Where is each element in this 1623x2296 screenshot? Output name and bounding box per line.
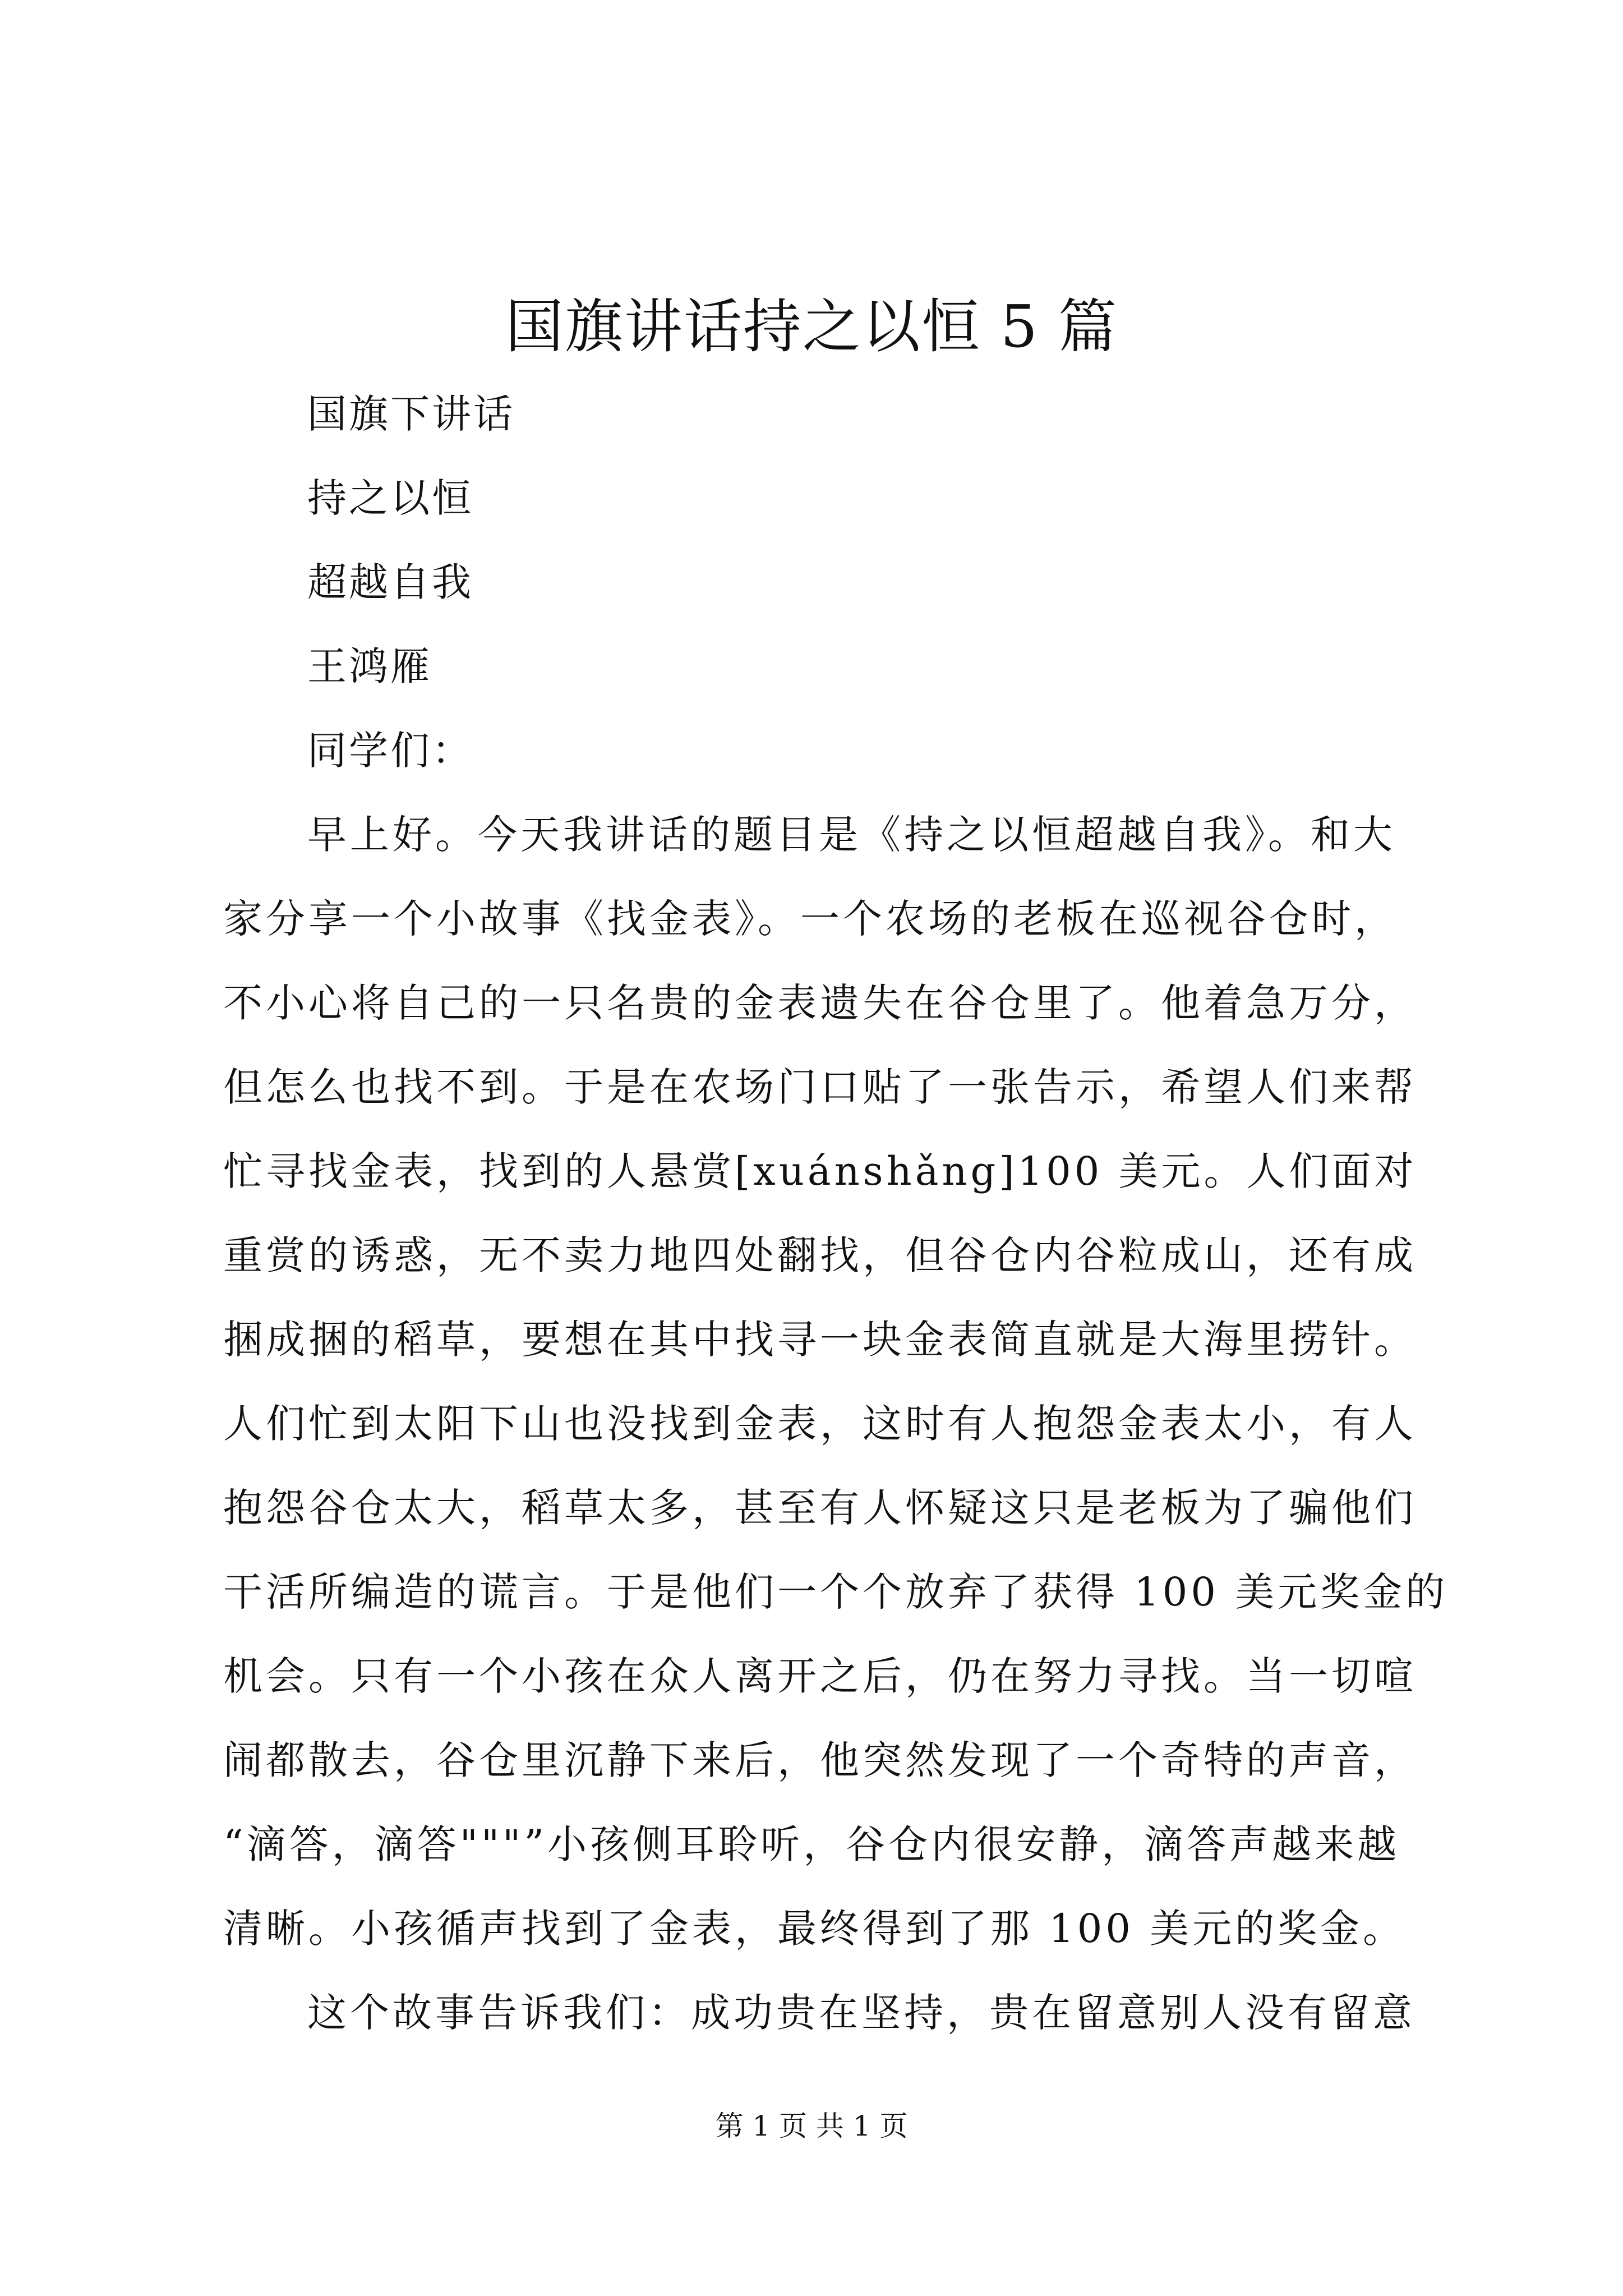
heading-line-surpass-self: 超越自我 — [307, 559, 473, 605]
body-line: 家分享一个小故事《找金表》。一个农场的老板在巡视谷仓时， — [223, 896, 1397, 942]
body-line: 忙寻找金表，找到的人悬赏[xuánshǎng]100 美元。人们面对 — [223, 1148, 1417, 1194]
document-title: 国旗讲话持之以恒 5 篇 — [505, 292, 1118, 361]
body-line: 干活所编造的谎言。于是他们一个个放弃了获得 100 美元奖金的 — [223, 1569, 1449, 1615]
body-line: 这个故事告诉我们：成功贵在坚持，贵在留意别人没有留意 — [307, 1990, 1415, 2036]
heading-line-salutation: 同学们： — [307, 728, 473, 774]
body-line: 但怎么也找不到。于是在农场门口贴了一张告示，希望人们来帮 — [223, 1064, 1417, 1110]
body-line: 重赏的诱惑，无不卖力地四处翻找，但谷仓内谷粒成山，还有成 — [223, 1232, 1417, 1278]
body-line: “滴答，滴答"""”小孩侧耳聆听，谷仓内很安静，滴答声越来越 — [223, 1821, 1400, 1867]
body-line: 清晰。小孩循声找到了金表，最终得到了那 100 美元的奖金。 — [223, 1906, 1406, 1952]
heading-line-author: 王鸿雁 — [307, 643, 432, 689]
page-footer: 第 1 页 共 1 页 — [715, 2110, 908, 2142]
heading-line-speech: 国旗下讲话 — [307, 391, 515, 437]
body-line: 机会。只有一个小孩在众人离开之后，仍在努力寻找。当一切喧 — [223, 1653, 1417, 1699]
body-line: 不小心将自己的一只名贵的金表遗失在谷仓里了。他着急万分， — [223, 980, 1417, 1026]
body-line: 捆成捆的稻草，要想在其中找寻一块金表简直就是大海里捞针。 — [223, 1317, 1417, 1363]
body-line: 人们忙到太阳下山也没找到金表，这时有人抱怨金表太小，有人 — [223, 1401, 1417, 1447]
heading-line-perseverance: 持之以恒 — [307, 475, 473, 521]
body-line: 闹都散去，谷仓里沉静下来后，他突然发现了一个奇特的声音， — [223, 1737, 1417, 1783]
body-line: 抱怨谷仓太大，稻草太多，甚至有人怀疑这只是老板为了骗他们 — [223, 1485, 1417, 1531]
body-line: 早上好。今天我讲话的题目是《持之以恒超越自我》。和大 — [307, 812, 1396, 858]
